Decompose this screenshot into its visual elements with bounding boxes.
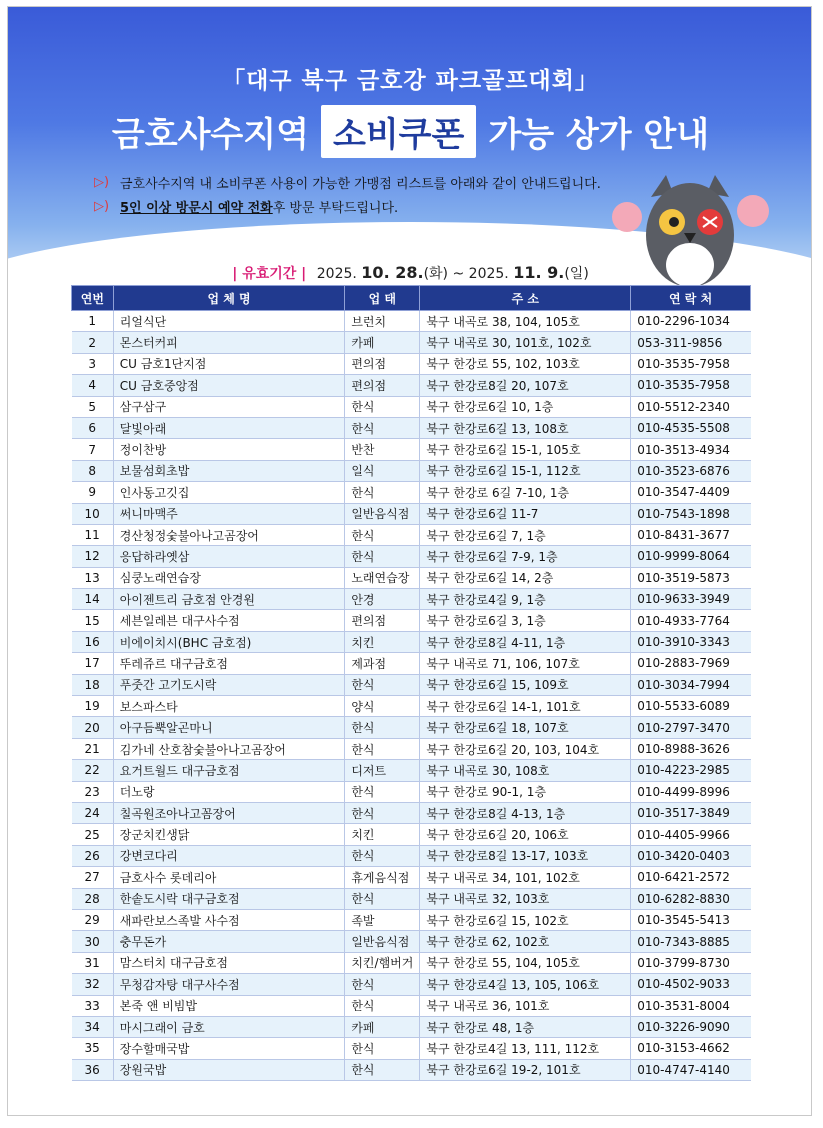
cell-no: 10 xyxy=(72,503,114,524)
period-end-date: 11. 9. xyxy=(513,263,565,282)
cell-store-name: 칠곡원조아나고꼼장어 xyxy=(113,802,345,823)
table-body xyxy=(72,311,751,1081)
cell-no: 21 xyxy=(72,738,114,759)
cell-no: 18 xyxy=(72,674,114,695)
cell-store-name: 충무돈가 xyxy=(113,931,345,952)
cell-address: 북구 한강로6길 7-9, 1층 xyxy=(420,546,631,567)
table-row xyxy=(72,824,751,845)
table-header-row xyxy=(72,286,751,311)
cell-contact: 010-4223-2985 xyxy=(631,760,751,781)
cell-store-name: 경산청정숯불아나고곰장어 xyxy=(113,524,345,545)
table-row xyxy=(72,1038,751,1059)
table-row xyxy=(72,524,751,545)
cell-business-type: 편의점 xyxy=(345,353,420,374)
cell-business-type: 편의점 xyxy=(345,375,420,396)
notice-line-2 xyxy=(94,197,398,216)
table-row xyxy=(72,760,751,781)
cell-business-type: 한식 xyxy=(345,396,420,417)
period-end-day: (일) xyxy=(564,266,589,282)
cell-no: 34 xyxy=(72,1016,114,1037)
cell-contact: 010-4535-5508 xyxy=(631,417,751,438)
cell-store-name: 맘스터치 대구금호점 xyxy=(113,952,345,973)
event-kicker: 「대구 북구 금호강 파크골프대회」 xyxy=(222,68,599,94)
header-business-type: 업 태 xyxy=(345,286,420,311)
header-contact: 연 락 처 xyxy=(631,286,751,311)
period-label: | 유효기간 | xyxy=(232,266,307,282)
table-row xyxy=(72,439,751,460)
cell-contact: 010-7543-1898 xyxy=(631,503,751,524)
cell-business-type: 한식 xyxy=(345,417,420,438)
table-row xyxy=(72,567,751,588)
cell-business-type: 한식 xyxy=(345,974,420,995)
cell-contact: 010-4933-7764 xyxy=(631,610,751,631)
cell-business-type: 일식 xyxy=(345,460,420,481)
table-row xyxy=(72,1059,751,1080)
cell-business-type: 카페 xyxy=(345,1016,420,1037)
cell-store-name: 금호사수 롯데리아 xyxy=(113,867,345,888)
cell-address: 북구 한강로6길 15, 109호 xyxy=(420,674,631,695)
cell-store-name: 장군치킨생닭 xyxy=(113,824,345,845)
cell-no: 17 xyxy=(72,653,114,674)
cell-store-name: 장원국밥 xyxy=(113,1059,345,1080)
cell-no: 5 xyxy=(72,396,114,417)
cell-no: 3 xyxy=(72,353,114,374)
table-row xyxy=(72,460,751,481)
cell-business-type: 한식 xyxy=(345,888,420,909)
cell-business-type: 한식 xyxy=(345,546,420,567)
cell-store-name: 강변코다리 xyxy=(113,845,345,866)
table-row xyxy=(72,417,751,438)
cell-no: 32 xyxy=(72,974,114,995)
cell-contact: 053-311-9856 xyxy=(631,332,751,353)
cell-store-name: CU 금호1단지점 xyxy=(113,353,345,374)
cell-no: 31 xyxy=(72,952,114,973)
cell-no: 36 xyxy=(72,1059,114,1080)
table-row xyxy=(72,867,751,888)
table-row xyxy=(72,332,751,353)
cell-store-name: 장수할매국밥 xyxy=(113,1038,345,1059)
cell-store-name: 비에이치시(BHC 금호점) xyxy=(113,631,345,652)
cell-address: 북구 한강로6길 15, 102호 xyxy=(420,909,631,930)
cell-address: 북구 한강로 55, 104, 105호 xyxy=(420,952,631,973)
table-row xyxy=(72,674,751,695)
cell-contact: 010-6282-8830 xyxy=(631,888,751,909)
cell-store-name: 심쿵노래연습장 xyxy=(113,567,345,588)
cell-no: 28 xyxy=(72,888,114,909)
cell-contact: 010-3799-8730 xyxy=(631,952,751,973)
cell-store-name: 새파란보스족발 사수점 xyxy=(113,909,345,930)
cell-business-type: 한식 xyxy=(345,845,420,866)
poster-frame xyxy=(7,6,812,1116)
table-row xyxy=(72,311,751,332)
cell-contact: 010-9999-8064 xyxy=(631,546,751,567)
cell-contact: 010-3517-3849 xyxy=(631,802,751,823)
period-start-prefix: 2025. xyxy=(316,266,357,282)
cell-address: 북구 내곡로 30, 108호 xyxy=(420,760,631,781)
cell-no: 19 xyxy=(72,696,114,717)
cell-business-type: 한식 xyxy=(345,781,420,802)
cell-contact: 010-3535-7958 xyxy=(631,375,751,396)
cell-store-name: 김가네 산호참숯불아나고곰장어 xyxy=(113,738,345,759)
table-row xyxy=(72,653,751,674)
cell-business-type: 한식 xyxy=(345,674,420,695)
cell-address: 북구 내곡로 34, 101, 102호 xyxy=(420,867,631,888)
cell-store-name: 몬스터커피 xyxy=(113,332,345,353)
cell-business-type: 치킨/햄버거 xyxy=(345,952,420,973)
cell-address: 북구 한강로 6길 7-10, 1층 xyxy=(420,482,631,503)
cell-contact: 010-3545-5413 xyxy=(631,909,751,930)
cell-contact: 010-3531-8004 xyxy=(631,995,751,1016)
table-row xyxy=(72,995,751,1016)
cell-contact: 010-3513-4934 xyxy=(631,439,751,460)
cell-no: 7 xyxy=(72,439,114,460)
cell-no: 15 xyxy=(72,610,114,631)
cell-no: 2 xyxy=(72,332,114,353)
cell-business-type: 족발 xyxy=(345,909,420,930)
cell-address: 북구 내곡로 32, 103호 xyxy=(420,888,631,909)
cell-business-type: 양식 xyxy=(345,696,420,717)
cell-business-type: 한식 xyxy=(345,1038,420,1059)
cell-store-name: 보물섬회초밥 xyxy=(113,460,345,481)
table-row xyxy=(72,952,751,973)
period-start-day: (화) xyxy=(423,266,449,282)
period-separator: ~ xyxy=(452,266,465,282)
page-title xyxy=(8,105,812,158)
cell-contact: 010-3547-4409 xyxy=(631,482,751,503)
table-row xyxy=(72,909,751,930)
cell-address: 북구 한강로6길 10, 1층 xyxy=(420,396,631,417)
cell-contact: 010-3420-0403 xyxy=(631,845,751,866)
cell-no: 16 xyxy=(72,631,114,652)
cell-store-name: 세븐일레븐 대구사수점 xyxy=(113,610,345,631)
cell-store-name: 아이젠트리 금호점 안경원 xyxy=(113,589,345,610)
cell-store-name: 보스파스타 xyxy=(113,696,345,717)
cell-contact: 010-4499-8996 xyxy=(631,781,751,802)
notice-text: 금호사수지역 내 소비쿠폰 사용이 가능한 가맹점 리스트를 아래와 같이 안내드립니다. xyxy=(120,177,601,192)
cell-address: 북구 한강로 90-1, 1층 xyxy=(420,781,631,802)
cell-contact: 010-7343-8885 xyxy=(631,931,751,952)
cell-address: 북구 내곡로 30, 101호, 102호 xyxy=(420,332,631,353)
table-row xyxy=(72,696,751,717)
table-row xyxy=(72,396,751,417)
cell-contact: 010-2797-3470 xyxy=(631,717,751,738)
cell-no: 20 xyxy=(72,717,114,738)
cell-address: 북구 한강로8길 13-17, 103호 xyxy=(420,845,631,866)
header-no: 연번 xyxy=(72,286,114,311)
cell-no: 9 xyxy=(72,482,114,503)
cell-store-name: 본죽 앤 비빔밥 xyxy=(113,995,345,1016)
cell-store-name: 리얼식단 xyxy=(113,311,345,332)
cell-contact: 010-5533-6089 xyxy=(631,696,751,717)
cell-business-type: 안경 xyxy=(345,589,420,610)
cell-no: 23 xyxy=(72,781,114,802)
cell-no: 35 xyxy=(72,1038,114,1059)
megaphone-icon: ▷) xyxy=(94,174,110,190)
cell-business-type: 한식 xyxy=(345,717,420,738)
cell-business-type: 노래연습장 xyxy=(345,567,420,588)
cell-store-name: 아구듬뿍알곤마니 xyxy=(113,717,345,738)
cell-contact: 010-8431-3677 xyxy=(631,524,751,545)
title-prefix: 금호사수지역 xyxy=(111,115,309,155)
cell-store-name: 써니마맥주 xyxy=(113,503,345,524)
cell-address: 북구 내곡로 71, 106, 107호 xyxy=(420,653,631,674)
period-start-date: 10. 28. xyxy=(361,263,424,282)
table-row xyxy=(72,738,751,759)
cell-address: 북구 한강로6길 19-2, 101호 xyxy=(420,1059,631,1080)
cell-no: 30 xyxy=(72,931,114,952)
cell-address: 북구 한강로8길 4-13, 1층 xyxy=(420,802,631,823)
cell-address: 북구 한강로6길 20, 106호 xyxy=(420,824,631,845)
cell-business-type: 한식 xyxy=(345,1059,420,1080)
title-highlight: 소비쿠폰 xyxy=(321,105,476,158)
header-address: 주 소 xyxy=(420,286,631,311)
cell-contact: 010-4405-9966 xyxy=(631,824,751,845)
cell-no: 14 xyxy=(72,589,114,610)
cell-contact: 010-9633-3949 xyxy=(631,589,751,610)
cell-business-type: 브런치 xyxy=(345,311,420,332)
cell-contact: 010-3519-5873 xyxy=(631,567,751,588)
store-table xyxy=(71,285,751,1081)
cell-contact: 010-3910-3343 xyxy=(631,631,751,652)
table-row xyxy=(72,589,751,610)
table-row xyxy=(72,1016,751,1037)
cell-contact: 010-5512-2340 xyxy=(631,396,751,417)
cell-business-type: 한식 xyxy=(345,524,420,545)
table-row xyxy=(72,845,751,866)
cell-contact: 010-2296-1034 xyxy=(631,311,751,332)
cell-address: 북구 한강로6길 14-1, 101호 xyxy=(420,696,631,717)
table-row xyxy=(72,888,751,909)
table-row xyxy=(72,631,751,652)
cell-no: 4 xyxy=(72,375,114,396)
cell-business-type: 일반음식점 xyxy=(345,931,420,952)
cell-contact: 010-3034-7994 xyxy=(631,674,751,695)
cell-address: 북구 한강로6길 3, 1층 xyxy=(420,610,631,631)
table-row xyxy=(72,353,751,374)
header-store-name: 업 체 명 xyxy=(113,286,345,311)
cell-no: 27 xyxy=(72,867,114,888)
cell-address: 북구 한강로4길 9, 1층 xyxy=(420,589,631,610)
title-suffix: 가능 상가 안내 xyxy=(488,115,710,155)
table-row xyxy=(72,503,751,524)
megaphone-icon: ▷) xyxy=(94,198,110,214)
cell-address: 북구 한강로8길 20, 107호 xyxy=(420,375,631,396)
cell-no: 6 xyxy=(72,417,114,438)
cell-store-name: 정이찬방 xyxy=(113,439,345,460)
cell-no: 33 xyxy=(72,995,114,1016)
cell-store-name: 한솥도시락 대구금호점 xyxy=(113,888,345,909)
cell-business-type: 편의점 xyxy=(345,610,420,631)
cell-business-type: 반찬 xyxy=(345,439,420,460)
cell-no: 12 xyxy=(72,546,114,567)
cell-store-name: 응답하라옛삼 xyxy=(113,546,345,567)
cell-business-type: 디저트 xyxy=(345,760,420,781)
cell-address: 북구 내곡로 36, 101호 xyxy=(420,995,631,1016)
cell-address: 북구 한강로6길 11-7 xyxy=(420,503,631,524)
cell-business-type: 한식 xyxy=(345,482,420,503)
cell-contact: 010-3523-6876 xyxy=(631,460,751,481)
cell-address: 북구 한강로6길 7, 1층 xyxy=(420,524,631,545)
cell-address: 북구 한강로4길 13, 111, 112호 xyxy=(420,1038,631,1059)
table-row xyxy=(72,781,751,802)
cell-store-name: 요거트월드 대구금호점 xyxy=(113,760,345,781)
cell-address: 북구 내곡로 38, 104, 105호 xyxy=(420,311,631,332)
notice-emphasis: 5인 이상 방문시 예약 전화 xyxy=(120,201,273,216)
validity-period xyxy=(8,263,812,283)
cell-contact: 010-3226-9090 xyxy=(631,1016,751,1037)
cell-contact: 010-3535-7958 xyxy=(631,353,751,374)
cell-business-type: 휴게음식점 xyxy=(345,867,420,888)
cell-address: 북구 한강로6길 15-1, 112호 xyxy=(420,460,631,481)
cell-address: 북구 한강로6길 15-1, 105호 xyxy=(420,439,631,460)
cell-no: 22 xyxy=(72,760,114,781)
cell-store-name: 달빛아래 xyxy=(113,417,345,438)
cell-store-name: 뚜레쥬르 대구금호점 xyxy=(113,653,345,674)
cell-contact: 010-6421-2572 xyxy=(631,867,751,888)
cell-no: 25 xyxy=(72,824,114,845)
notice-text: 후 방문 부탁드립니다. xyxy=(272,201,399,216)
cell-address: 북구 한강로6길 18, 107호 xyxy=(420,717,631,738)
cell-store-name: 더노랑 xyxy=(113,781,345,802)
cell-business-type: 한식 xyxy=(345,802,420,823)
table-row xyxy=(72,482,751,503)
cell-business-type: 제과점 xyxy=(345,653,420,674)
cell-contact: 010-4747-4140 xyxy=(631,1059,751,1080)
cell-address: 북구 한강로 48, 1층 xyxy=(420,1016,631,1037)
cell-business-type: 일반음식점 xyxy=(345,503,420,524)
table-row xyxy=(72,717,751,738)
cell-store-name: 무청감자탕 대구사수점 xyxy=(113,974,345,995)
table-row xyxy=(72,610,751,631)
cell-address: 북구 한강로6길 14, 2층 xyxy=(420,567,631,588)
cell-no: 24 xyxy=(72,802,114,823)
cell-contact: 010-3153-4662 xyxy=(631,1038,751,1059)
cell-no: 8 xyxy=(72,460,114,481)
cell-business-type: 카페 xyxy=(345,332,420,353)
cell-store-name: CU 금호중앙점 xyxy=(113,375,345,396)
table-row xyxy=(72,375,751,396)
cell-contact: 010-8988-3626 xyxy=(631,738,751,759)
cell-business-type: 치킨 xyxy=(345,824,420,845)
table-row xyxy=(72,802,751,823)
cell-address: 북구 한강로6길 13, 108호 xyxy=(420,417,631,438)
cell-address: 북구 한강로4길 13, 105, 106호 xyxy=(420,974,631,995)
cell-no: 26 xyxy=(72,845,114,866)
table-row xyxy=(72,974,751,995)
cell-business-type: 한식 xyxy=(345,995,420,1016)
cell-no: 1 xyxy=(72,311,114,332)
cell-contact: 010-4502-9033 xyxy=(631,974,751,995)
cell-store-name: 마시그래이 금호 xyxy=(113,1016,345,1037)
table-row xyxy=(72,546,751,567)
period-end-prefix: 2025. xyxy=(468,266,509,282)
cell-address: 북구 한강로8길 4-11, 1층 xyxy=(420,631,631,652)
cell-address: 북구 한강로6길 20, 103, 104호 xyxy=(420,738,631,759)
table-row xyxy=(72,931,751,952)
cell-no: 29 xyxy=(72,909,114,930)
cell-business-type: 한식 xyxy=(345,738,420,759)
cell-store-name: 푸줏간 고기도시락 xyxy=(113,674,345,695)
cell-no: 13 xyxy=(72,567,114,588)
cell-store-name: 삼구삼구 xyxy=(113,396,345,417)
cell-contact: 010-2883-7969 xyxy=(631,653,751,674)
cell-business-type: 치킨 xyxy=(345,631,420,652)
cell-address: 북구 한강로 62, 102호 xyxy=(420,931,631,952)
cell-no: 11 xyxy=(72,524,114,545)
notice-line-1 xyxy=(94,173,601,192)
cell-store-name: 인사동고깃집 xyxy=(113,482,345,503)
cell-address: 북구 한강로 55, 102, 103호 xyxy=(420,353,631,374)
